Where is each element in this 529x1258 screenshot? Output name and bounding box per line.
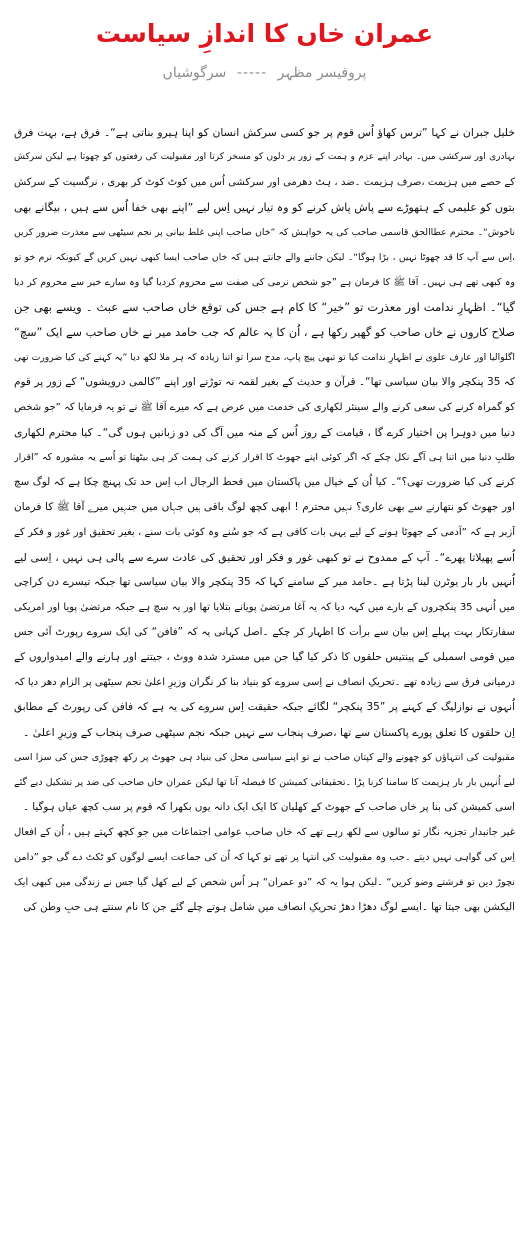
body-line: طلبِ دنیا میں اتنا ہی آگے نکل چکے کہ اگر کوئی اپنے جھوٹ کا اقرار کرنے کی ہمت کر ہی بیٹھتا تو اُسے یہ مشورہ کہ ”اقرار — [14, 452, 515, 463]
body-line: اِن حلقوں کا تعلق پورے پاکستان سے تھا ،صرف پنجاب سے نہیں جبکہ نجم سیٹھی صرف پنجاب کے وزیرِ اعلیٰ ۔ — [23, 726, 515, 739]
body-line: میں قومی اسمبلی کے پینتیس حلقوں کا ذکر کیا گیا جن میں مسترد شدہ ووٹ ، جیتنے اور ہارنے والے امیدواروں کے — [14, 651, 515, 663]
body-line: اُسے پھیلاتا پھرے“۔ آپ کے ممدوح نے تو کبھی غور و فکر اور تحقیق کی عادت سرے سے پالی ہی نہیں ، اِسی لیے — [14, 551, 515, 564]
body-line: مقبولیت کی انتہاؤں کو چھونے والے کپتان صاحب نے تو اپنے سیاسی محل کی بنیاد ہی جھوٹ پر رکھ چھوڑی جس کی سزا اسی — [14, 752, 515, 763]
body-line: گیا“۔ اظہارِ ندامت اور معذرت تو ”خیر“ کا کام ہے جس کی توقع خاں صاحب سے عبث ۔ ویسے بھی جن — [14, 300, 515, 314]
article-body — [14, 120, 515, 1248]
body-line: ناخوش“۔ محترم عطاالحق قاسمی صاحب کی یہ خواہش کہ ”خاں صاحب اپنی غلط بیانی پر نجم سیٹھی سے معذرت ضرور کریں — [14, 227, 515, 238]
body-line: کے حصے میں ہزیمت ،صرف ہزیمت ۔ضد ، ہٹ دھرمی اور سرکشی اُس میں کوٹ کوٹ کر بھری ، نرگسیت کے سرکش — [14, 177, 515, 188]
body-line: اَزبر ہے کہ ”آدمی کے جھوٹا ہونے کے لیے یہی بات کافی ہے کہ جو سُنے وہ کوئی بات سنے ، بغیر تحقیق اور غور و فکر کے — [14, 527, 515, 538]
author-name: پروفیسر مظہر — [277, 65, 367, 81]
body-line: درمیانی فرق سے زیادہ تھے ۔تحریکِ انصاف نے اِسی سروے کو بنیاد بنا کر نگران وزیرِ اعلیٰ نجم سیٹھی پر الزام دھر دیا کہ — [14, 677, 515, 688]
body-line: کہ 35 پنکچر والا بیان سیاسی تھا“۔ قرآن و حدیث کے بغیر لقمہ نہ توڑنے اور اپنے ”کالمی درویشوں“ کے زور پر قوم — [14, 376, 515, 388]
body-line: غیر جانبدار تجزیہ نگار تو سالوں سے لکھ رہے تھے کہ خاں صاحب عوامی اجتماعات میں جو کچھ کہتے ہیں ، اُن کے افعال — [14, 827, 515, 838]
body-line: بتوں کو علیمی کے ہتھوڑے سے پاش پاش کرنے کو وہ تیار نہیں اِس لیے ”اپنے بھی خفا اُس سے ہیں ، بیگانے بھی — [14, 201, 515, 214]
body-line: وہ کبھی تھے ہی نہیں۔ آقا ﷺ کا فرمان ہے ”جو شخص نرمی کی صفت سے محروم کردیا گیا وہ سارے خیر سے محروم کر دیا — [14, 277, 515, 288]
body-line: ،اِس سے آپ کا قد چھوٹا نہیں ، بڑا ہوگا“۔ لیکن جاننے والے جانتے ہیں کہ خاں صاحب ایسا کبھی نہیں کریں گے کیونکہ نرم خو تو — [14, 252, 515, 263]
body-line: بہادری اور سرکشی میں۔ بہادر اپنے عزم و ہمت کے زور پر دلوں کو مسخر کرتا اور مقبولیت کی رفعتوں کو چھوتا ہے لیکن سرکش — [14, 152, 515, 162]
body-line: الیکشن بھی جیتا تھا ۔ایسے لوگ دھڑا دھڑ تحریکِ انصاف میں شامل ہوتے چلے گئے جن کا نام سنتے ہی حبِ وطن کی — [23, 901, 515, 913]
body-line: کو گمراہ کرنے کی سعی کرنے والے سینئر لکھاری کی خدمت میں عرض ہے کہ میرے آقا ﷺ نے تو یہ فرمایا کہ ”جو شخص — [14, 402, 515, 413]
body-line: صلاح کاروں نے خاں صاحب کو گھیر رکھا ہے ، اُن کا یہ عالم کہ جب حامد میر نے خاں صاحب سے ایک ”سچ“ — [14, 326, 515, 339]
body-line: میں اُنہی 35 پنکچروں کے بارے میں کہہ دیا کہ یہ آغا مرتضیٰ پویانے بتلایا تھا اور یہ سچ ہے جبکہ مرتضیٰ پویا اور امریکی — [14, 602, 515, 613]
body-line: سفارتکار بہت پہلے اِس بیان سے برأت کا اظہار کر چکے ۔اصل کہانی یہ کہ ”فافن“ کی ایک سروے رپورٹ آئی جس — [14, 626, 515, 638]
byline — [0, 60, 529, 86]
column-name: سرگوشیاں — [162, 65, 227, 81]
body-line: لیے اُنہیں بار بار ہزیمت کا سامنا کرنا پڑا ۔تحقیقاتی کمیشن کا فیصلہ آنا تھا لیکن عمران خاں صاحب کی ضد پر تشکیل دیے گئے — [14, 777, 515, 788]
body-line: اُنہیں بار بار یوٹرن لینا پڑتا ہے ۔حامد میر کے سامنے کہا کہ 35 پنکچر والا بیان سیاسی تھا جبکہ تیسرے دن کراچی — [14, 576, 515, 588]
body-line: دنیا میں دوہرا پن اختیار کرے گا ، قیامت کے روز اُس کے منہ میں آگ کی دو زبانیں ہوں گی“۔ کیا محترم لکھاری — [14, 426, 515, 439]
body-line: کرنے کی کیا ضرورت تھی؟“۔ کیا اُن کے خیال میں پاکستان میں قحط الرجال اب اِس حد تک پہنچ چکا ہے کہ لوگ سچ — [14, 476, 515, 488]
article-title: عمران خاں کا اندازِ سیاست — [95, 19, 434, 48]
body-line: اگلوالیا اور عارف علوی نے اظہارِ ندامت کیا تو تبھی پیچ پاپ، مدح سرا تو اتنا زیادہ کہ ہر ملا لکھ دیا ”یہ کہنے کی کیا ضرورت تھی — [14, 352, 515, 363]
body-line: نچوڑ دیں تو فرشتے وضو کریں“ ۔لیکن ہوا یہ کہ ”دو عمران“ ہر اُس شخص کے لیے کھل گیا جس نے زندگی میں کبھی ایک — [14, 877, 515, 888]
body-line: اِس کی گواہی نہیں دیتے ۔جب وہ مقبولیت کی انتہا پر تھے تو کہا کہ اُن کی جماعت ایسے لوگوں کو ٹکٹ دے گی جو ”دامن — [14, 852, 515, 863]
body-line: خلیل جبران نے کہا ”ترس کھاؤ اُس قوم پر جو کسی سرکش انسان کو اپنا ہیرو بناتی ہے“۔ فرق ہے، بہت فرق — [14, 126, 515, 139]
body-line: اور جھوٹ کو نتھارنے سے بھی عاری؟ نہیں محترم ! ابھی کچھ لوگ باقی ہیں جہاں میں جنہیں میرے آقا ﷺ کا فرمان — [14, 501, 515, 513]
byline-separator: ----- — [236, 65, 268, 81]
body-line: اسی کمیشن کی بنا پر خاں صاحب کے جھوٹ کے کھلیان کا ایک ایک دانہ یوں بکھرا کہ قوم پر سب کچھ عیاں ہوگیا ۔ — [22, 801, 515, 813]
body-line: اُنہوں نے نوازلیگ کے کہنے پر ”35 پنکچر“ لگائے جبکہ حقیقت اِس سروے کی یہ ہے کہ فافن کی رپورٹ کے مطابق — [14, 701, 515, 713]
